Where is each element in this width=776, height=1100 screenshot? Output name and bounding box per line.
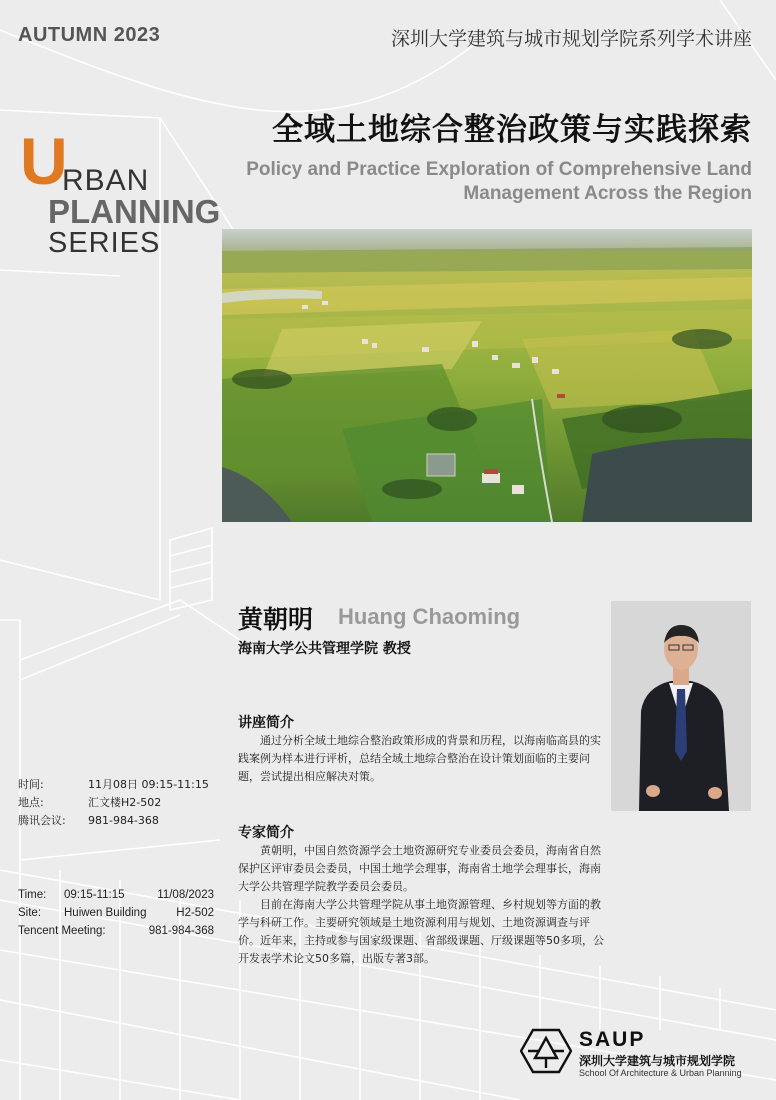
logo-series-text: SERIES xyxy=(48,227,161,259)
title-en-line-2: Management Across the Region xyxy=(463,183,752,204)
event-info-en xyxy=(18,885,214,939)
meeting-label: 腾讯会议: xyxy=(18,814,66,827)
meeting-value-en: 981-984-368 xyxy=(148,925,214,937)
saup-text: SAUP xyxy=(579,1028,646,1051)
info-en-site-row xyxy=(18,903,214,921)
info-en-meeting-row xyxy=(18,921,214,939)
info-en-time-row xyxy=(18,885,214,903)
place-label: 地点: xyxy=(18,796,44,809)
saup-emblem-icon xyxy=(520,1028,572,1074)
date-value-en: 11/08/2023 xyxy=(157,889,214,901)
logo-urban-text: RBAN xyxy=(62,164,150,197)
site-value-en: Huiwen Building xyxy=(64,907,147,919)
bio-paragraph-2: 目前在海南大学公共管理学院从事土地资源管理、乡村规划等方面的教学与科研工作。主要研究领域是土地资源利用与规划、土地资源调查与评价。近年来，主持或参与国家级课题、省部级课题、厅级课题等50多项，公开发表学术论文50多篇，出版专著3部。 xyxy=(238,898,604,965)
site-label-en: Site: xyxy=(18,907,42,919)
speaker-bio-section xyxy=(238,822,608,968)
place-value: 汇文楼H2-502 xyxy=(88,796,162,809)
intro-heading: 讲座简介 xyxy=(238,715,294,731)
meeting-value: 981-984-368 xyxy=(88,814,159,827)
speaker-name-cn: 黄朝明 xyxy=(238,605,314,634)
aerial-farmland-photo xyxy=(222,229,752,522)
bio-heading: 专家简介 xyxy=(238,825,294,841)
time-label: 时间: xyxy=(18,778,44,791)
school-name-cn: 深圳大学建筑与城市规划学院 xyxy=(579,1054,736,1068)
time-value: 11月08日 09:15-11:15 xyxy=(88,778,209,791)
lecture-intro-section xyxy=(238,712,602,786)
time-value-en: 09:15-11:15 xyxy=(64,889,125,901)
logo-planning-text: PLANNING xyxy=(48,193,221,230)
lecture-title-en xyxy=(232,158,752,206)
title-en-line-1: Policy and Practice Exploration of Comprehensive Land xyxy=(246,159,752,180)
speaker-name-en: Huang Chaoming xyxy=(338,604,521,629)
school-name-en: School Of Architecture & Urban Planning xyxy=(579,1068,742,1078)
logo-letter-u: U xyxy=(20,124,68,198)
lecture-series-title: 深圳大学建筑与城市规划学院系列学术讲座 xyxy=(390,28,752,50)
speaker-portrait xyxy=(611,601,751,811)
lecture-title-cn: 全域土地综合整治政策与实践探索 xyxy=(272,112,752,148)
room-value-en: H2-502 xyxy=(176,907,214,919)
bio-paragraph-1: 黄朝明，中国自然资源学会土地资源研究专业委员会委员，海南省自然保护区评审委员会委员，中国土地学会理事，海南省土地学会理事长，海南大学公共管理学院教学委员会委员。 xyxy=(238,844,601,893)
meeting-label-en: Tencent Meeting: xyxy=(18,925,106,937)
season-label: AUTUMN 2023 xyxy=(18,24,161,46)
intro-text: 通过分析全域土地综合整治政策形成的背景和历程，以海南临高县的实践案例为样本进行评析，总结全域土地综合整治在设计策划面临的主要问题，尝试提出相应解决对策。 xyxy=(238,734,601,783)
speaker-affiliation: 海南大学公共管理学院 教授 xyxy=(238,641,411,657)
time-label-en: Time: xyxy=(18,889,47,901)
